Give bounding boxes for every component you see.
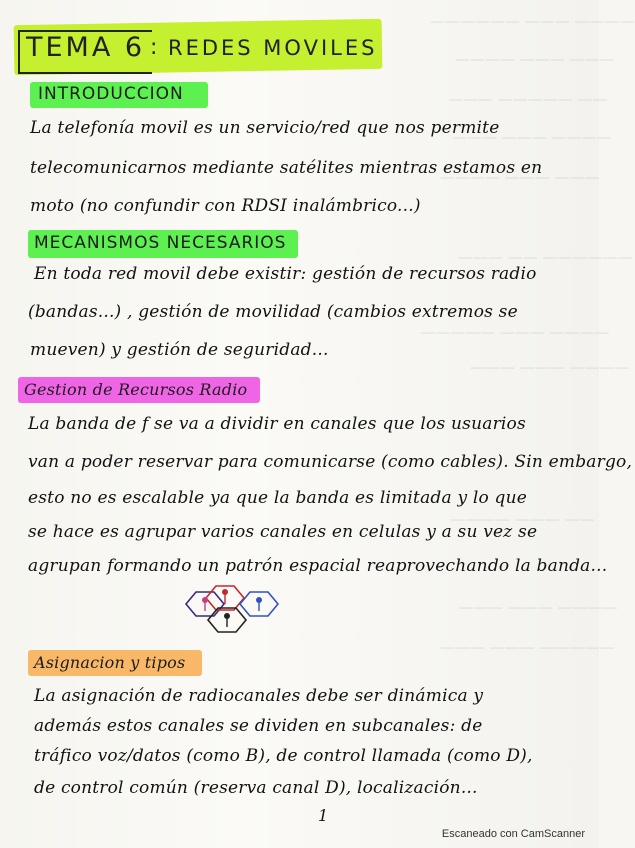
bleed-through: ————— ——— ———— (420, 325, 610, 343)
page-number: 1 (318, 806, 329, 825)
page-subtitle: REDES MOVILES (168, 36, 378, 60)
text-line: telecomunicarnos mediante satélites mientras estamos en (30, 158, 543, 178)
section-heading-mecanismos: MECANISMOS NECESARIOS (34, 233, 287, 253)
text-line: La banda de f se va a dividir en canales que los usuarios (28, 414, 526, 434)
bleed-through: ——— ——— ———— (458, 600, 618, 618)
text-line: se hace es agrupar varios canales en celulas y a su vez se (28, 522, 538, 542)
bleed-through: ———— ——— —— (450, 512, 595, 530)
bleed-through: ——— —— —————— (458, 250, 633, 268)
text-line: En toda red movil debe existir: gestión de recursos radio (34, 264, 537, 284)
scanner-watermark: Escaneado con CamScanner (441, 828, 585, 840)
bleed-through: ——— ——— ———— (470, 360, 630, 378)
text-line: La telefonía movil es un servicio/red que nos permite (30, 118, 500, 138)
page-title: TEMA 6 (26, 32, 146, 63)
bleed-through: —————— ——— ———— (430, 14, 635, 32)
bleed-through: ——— ————— —— (448, 92, 608, 110)
text-line: además estos canales se dividen en subcanales: de (34, 716, 483, 736)
section-heading-gestion: Gestion de Recursos Radio (24, 380, 248, 399)
page-title-separator: : (150, 35, 161, 60)
text-line: La asignación de radiocanales debe ser dinámica y (34, 686, 484, 706)
section-heading-introduccion: INTRODUCCION (38, 84, 184, 104)
bleed-through: ——— ——— ———— (452, 130, 612, 148)
text-line: moto (no confundir con RDSI inalámbrico...) (30, 196, 421, 216)
bleed-through: ———— ——— ——— (455, 52, 615, 70)
text-line: van a poder reservar para comunicarse (como cables). Sin embargo, (28, 452, 633, 472)
section-heading-asignacion: Asignacion y tipos (34, 653, 186, 672)
bleed-through: ———— ——— ——— (440, 170, 600, 188)
text-line: (bandas...) , gestión de movilidad (cambios extremos se (28, 302, 518, 322)
text-line: tráfico voz/datos (como B), de control llamada (como D), (34, 746, 533, 766)
text-line: agrupan formando un patrón espacial reaprovechando la banda... (28, 556, 608, 576)
text-line: esto no es escalable ya que la banda es limitada y lo que (28, 488, 528, 508)
text-line: de control común (reserva canal D), localización... (34, 778, 478, 798)
text-line: mueven) y gestión de seguridad... (30, 340, 329, 360)
bleed-through: ——— ——— ————— (440, 640, 615, 658)
hexagon-cells-diagram (178, 582, 288, 642)
